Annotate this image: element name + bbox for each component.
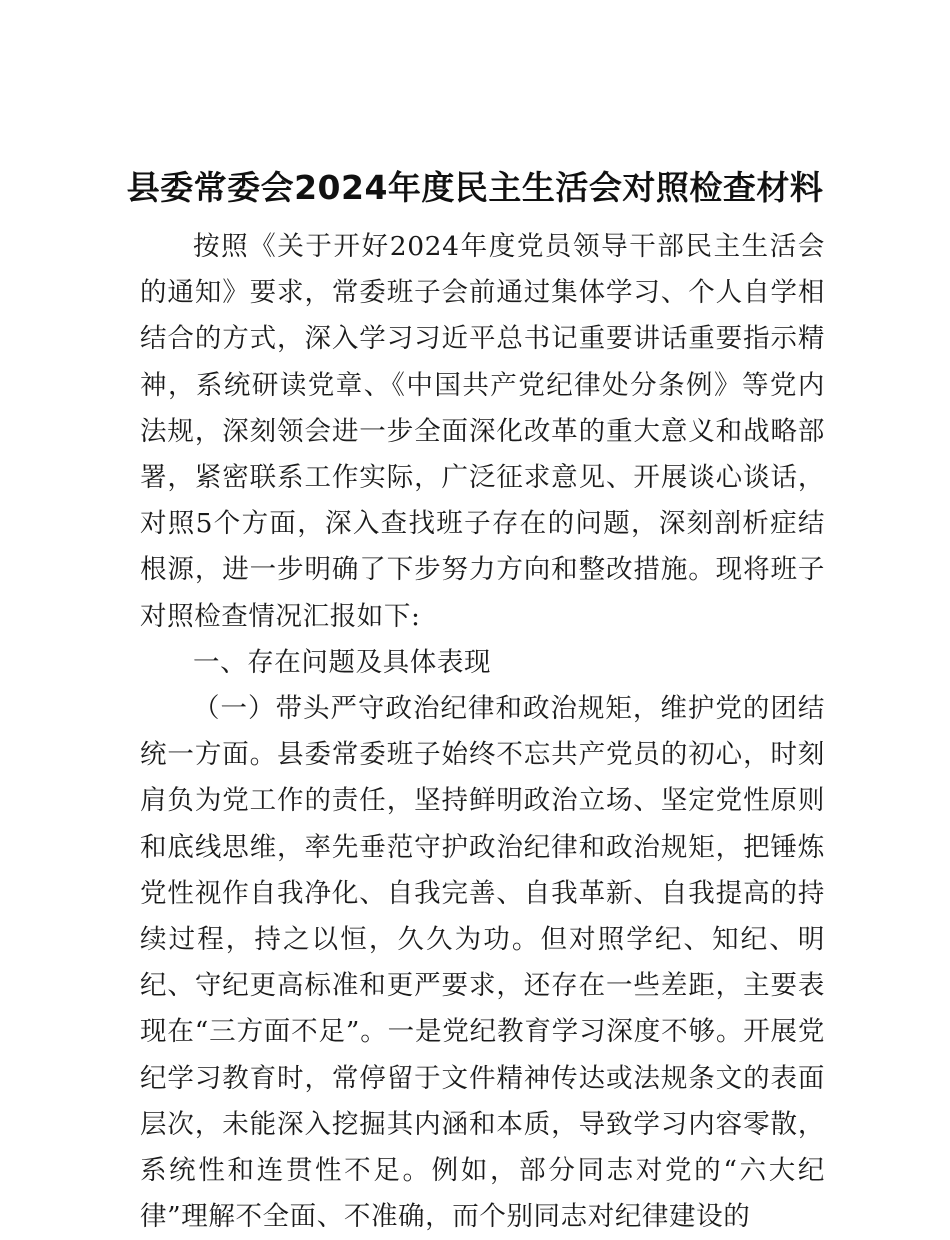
document-body — [140, 224, 825, 1240]
document-title: 县委常委会2024年度民主生活会对照检查材料 — [126, 168, 824, 207]
intro-paragraph: 按照《关于开好2024年度党员领导干部民主生活会的通知》要求，常委班子会前通过集体学习、个人自学相结合的方式，深入学习习近平总书记重要讲话重要指示精神，系统研读党章、《中国共产党纪律处分条例》等党内法规，深刻领会进一步全面深化改革的重大意义和战略部署，紧密联系工作实际，广泛征求意见、开展谈心谈话，对照5个方面，深入查找班子存在的问题，深刻剖析症结根源，进一步明确了下步努力方向和整改措施。现将班子对照检查情况汇报如下: — [140, 231, 825, 632]
section-heading: 一、存在问题及具体表现 — [193, 646, 492, 678]
section-paragraph: （一）带头严守政治纪律和政治规矩，维护党的团结统一方面。县委常委班子始终不忘共产党员的初心，时刻肩负为党工作的责任，坚持鲜明政治立场、坚定党性原则和底线思维，率先垂范守护政治纪律和政治规矩，把锤炼党性视作自我净化、自我完善、自我革新、自我提高的持续过程，持之以恒，久久为功。但对照学纪、知纪、明纪、守纪更高标准和更严要求，还存在一些差距，主要表现在“三方面不足”。一是党纪教育学习深度不够。开展党纪学习教育时，常停留于文件精神传达或法规条文的表面层次，未能深入挖掘其内涵和本质，导致学习内容零散，系统性和连贯性不足。例如，部分同志对党的“六大纪律”理解不全面、不准确，而个别同志对纪律建设的 — [140, 693, 825, 1233]
